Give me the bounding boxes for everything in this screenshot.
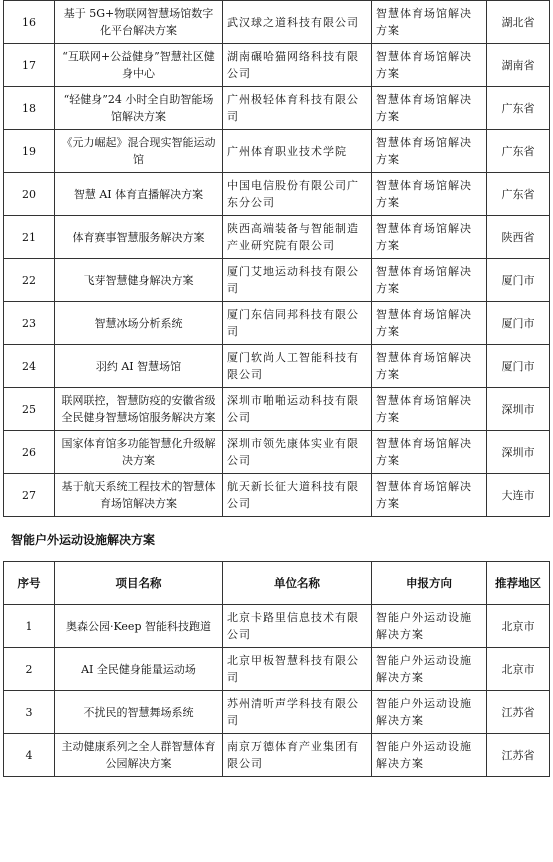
cell-region: 大连市 — [487, 474, 550, 517]
cell-project-name: 智慧冰场分析系统 — [55, 302, 223, 345]
table-row — [4, 691, 550, 734]
cell-region: 深圳市 — [487, 388, 550, 431]
cell-unit-name: 北京卡路里信息技术有限公司 — [223, 605, 372, 648]
cell-project-name: “互联网+公益健身”智慧社区健身中心 — [55, 44, 223, 87]
cell-region: 北京市 — [487, 648, 550, 691]
header-region: 推荐地区 — [487, 562, 550, 605]
cell-no: 26 — [4, 431, 55, 474]
header-unit: 单位名称 — [223, 562, 372, 605]
projects-table-2-body — [4, 605, 550, 777]
cell-project-name: 羽约 AI 智慧场馆 — [55, 345, 223, 388]
cell-project-name: “轻健身”24 小时全自助智能场馆解决方案 — [55, 87, 223, 130]
cell-unit-name: 厦门艾地运动科技有限公司 — [223, 259, 372, 302]
cell-project-name: 智慧 AI 体育直播解决方案 — [55, 173, 223, 216]
cell-project-name: 奥森公园·Keep 智能科技跑道 — [55, 605, 223, 648]
cell-no: 17 — [4, 44, 55, 87]
cell-no: 22 — [4, 259, 55, 302]
cell-no: 18 — [4, 87, 55, 130]
projects-table-1-body — [4, 1, 550, 517]
header-direction: 申报方向 — [372, 562, 487, 605]
cell-project-name: 联网联控，智慧防疫的安徽省级全民健身智慧场馆服务解决方案 — [55, 388, 223, 431]
cell-direction: 智能户外运动设施解决方案 — [372, 691, 487, 734]
table-row — [4, 648, 550, 691]
table-row — [4, 431, 550, 474]
cell-region: 湖南省 — [487, 44, 550, 87]
table-row — [4, 1, 550, 44]
cell-region: 江苏省 — [487, 691, 550, 734]
cell-unit-name: 深圳市领先康体实业有限公司 — [223, 431, 372, 474]
cell-direction: 智慧体育场馆解决方案 — [372, 431, 487, 474]
cell-region: 广东省 — [487, 130, 550, 173]
cell-region: 广东省 — [487, 173, 550, 216]
cell-direction: 智慧体育场馆解决方案 — [372, 388, 487, 431]
table-row — [4, 474, 550, 517]
table-row — [4, 130, 550, 173]
table-row — [4, 44, 550, 87]
cell-direction: 智慧体育场馆解决方案 — [372, 259, 487, 302]
cell-direction: 智慧体育场馆解决方案 — [372, 474, 487, 517]
cell-unit-name: 武汉球之道科技有限公司 — [223, 1, 372, 44]
cell-direction: 智能户外运动设施解决方案 — [372, 648, 487, 691]
cell-region: 广东省 — [487, 87, 550, 130]
table-row — [4, 345, 550, 388]
cell-no: 23 — [4, 302, 55, 345]
cell-project-name: AI 全民健身能量运动场 — [55, 648, 223, 691]
cell-no: 16 — [4, 1, 55, 44]
projects-table-2 — [3, 561, 550, 777]
cell-direction: 智慧体育场馆解决方案 — [372, 173, 487, 216]
cell-direction: 智慧体育场馆解决方案 — [372, 216, 487, 259]
cell-project-name: 主动健康系列之全人群智慧体育公园解决方案 — [55, 734, 223, 777]
cell-project-name: 国家体育馆多功能智慧化升级解决方案 — [55, 431, 223, 474]
table-row — [4, 87, 550, 130]
cell-unit-name: 厦门东信同邦科技有限公司 — [223, 302, 372, 345]
cell-unit-name: 广州极轻体育科技有限公司 — [223, 87, 372, 130]
header-no: 序号 — [4, 562, 55, 605]
table-header-row — [4, 562, 550, 605]
table-row — [4, 734, 550, 777]
cell-region: 厦门市 — [487, 302, 550, 345]
cell-direction: 智慧体育场馆解决方案 — [372, 130, 487, 173]
cell-project-name: 飞芽智慧健身解决方案 — [55, 259, 223, 302]
table-row — [4, 173, 550, 216]
cell-direction: 智慧体育场馆解决方案 — [372, 302, 487, 345]
table-row — [4, 259, 550, 302]
cell-project-name: 《元力崛起》混合现实智能运动馆 — [55, 130, 223, 173]
cell-unit-name: 苏州清听声学科技有限公司 — [223, 691, 372, 734]
cell-no: 21 — [4, 216, 55, 259]
cell-direction: 智慧体育场馆解决方案 — [372, 87, 487, 130]
cell-unit-name: 厦门软尚人工智能科技有限公司 — [223, 345, 372, 388]
projects-table-1 — [3, 0, 550, 517]
cell-region: 北京市 — [487, 605, 550, 648]
table-row — [4, 605, 550, 648]
cell-unit-name: 中国电信股份有限公司广东分公司 — [223, 173, 372, 216]
cell-region: 湖北省 — [487, 1, 550, 44]
cell-no: 3 — [4, 691, 55, 734]
cell-no: 4 — [4, 734, 55, 777]
cell-direction: 智慧体育场馆解决方案 — [372, 345, 487, 388]
cell-no: 1 — [4, 605, 55, 648]
cell-direction: 智能户外运动设施解决方案 — [372, 605, 487, 648]
cell-unit-name: 深圳市啪啪运动科技有限公司 — [223, 388, 372, 431]
cell-no: 25 — [4, 388, 55, 431]
table-row — [4, 388, 550, 431]
cell-no: 20 — [4, 173, 55, 216]
cell-region: 厦门市 — [487, 345, 550, 388]
cell-unit-name: 广州体育职业技术学院 — [223, 130, 372, 173]
table-row — [4, 216, 550, 259]
cell-region: 厦门市 — [487, 259, 550, 302]
cell-region: 江苏省 — [487, 734, 550, 777]
cell-direction: 智能户外运动设施解决方案 — [372, 734, 487, 777]
cell-project-name: 基于 5G+物联网智慧场馆数字化平台解决方案 — [55, 1, 223, 44]
cell-region: 深圳市 — [487, 431, 550, 474]
table-row — [4, 302, 550, 345]
cell-project-name: 基于航天系统工程技术的智慧体育场馆解决方案 — [55, 474, 223, 517]
cell-direction: 智慧体育场馆解决方案 — [372, 44, 487, 87]
header-name: 项目名称 — [55, 562, 223, 605]
cell-unit-name: 航天新长征大道科技有限公司 — [223, 474, 372, 517]
section-title: 智能户外运动设施解决方案 — [11, 532, 156, 547]
cell-no: 24 — [4, 345, 55, 388]
cell-project-name: 体育赛事智慧服务解决方案 — [55, 216, 223, 259]
cell-project-name: 不扰民的智慧舞场系统 — [55, 691, 223, 734]
cell-no: 19 — [4, 130, 55, 173]
cell-region: 陕西省 — [487, 216, 550, 259]
cell-unit-name: 陕西高端装备与智能制造产业研究院有限公司 — [223, 216, 372, 259]
cell-no: 2 — [4, 648, 55, 691]
cell-unit-name: 湖南碾哈猫网络科技有限公司 — [223, 44, 372, 87]
cell-direction: 智慧体育场馆解决方案 — [372, 1, 487, 44]
cell-unit-name: 北京甲板智慧科技有限公司 — [223, 648, 372, 691]
cell-no: 27 — [4, 474, 55, 517]
cell-unit-name: 南京万德体育产业集团有限公司 — [223, 734, 372, 777]
